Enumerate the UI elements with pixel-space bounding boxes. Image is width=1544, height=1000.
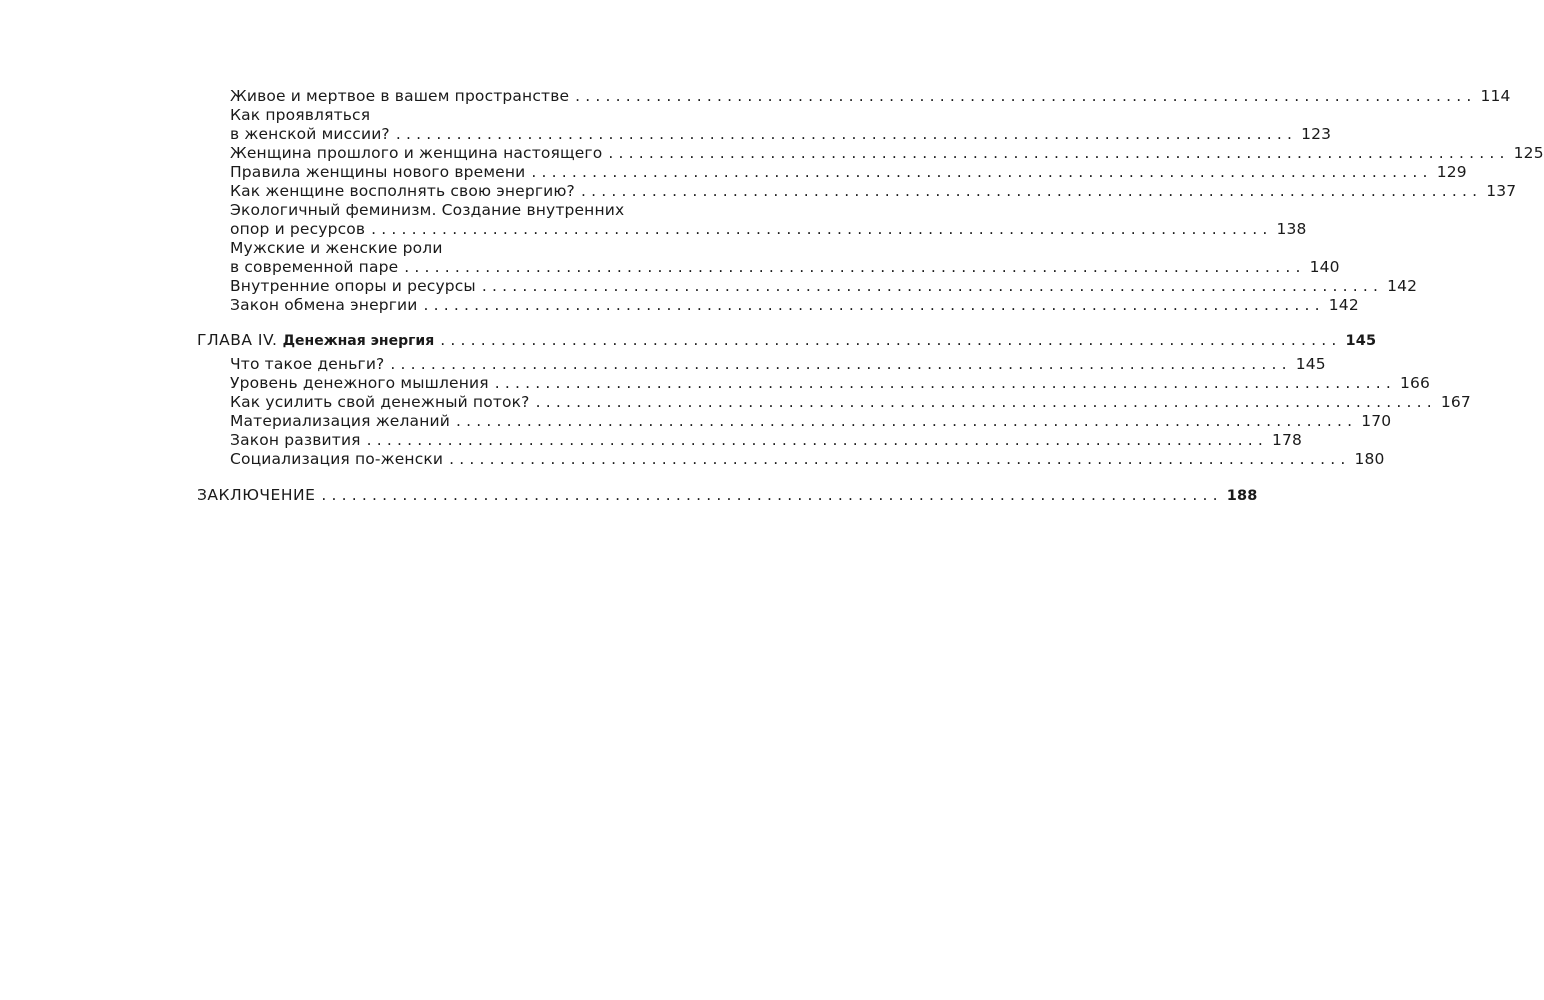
toc-entry-title: Правила женщины нового времени xyxy=(230,163,526,181)
leader-dots: ......................................................................................... xyxy=(395,125,1298,143)
leader-dots: ......................................................................................... xyxy=(390,355,1292,373)
toc-chapter-heading xyxy=(197,331,1377,351)
toc-entry-title: Что такое деньги? xyxy=(230,355,385,373)
toc-entry-title: Закон обмена энергии xyxy=(230,296,418,314)
toc-entry xyxy=(230,258,1340,277)
leader-dots: ......................................................................................... xyxy=(404,258,1306,276)
toc-entry-title: Живое и мертвое в вашем пространстве xyxy=(230,87,570,105)
toc-entry-title-line1: Экологичный феминизм. Создание внутренних xyxy=(230,201,625,219)
toc-entry-title: Социализация по-женски xyxy=(230,450,444,468)
toc-entry-page: 167 xyxy=(1440,393,1471,411)
toc-entry-page: 142 xyxy=(1387,277,1418,295)
toc-entry-title: Женщина прошлого и женщина настоящего xyxy=(230,144,603,162)
toc-entry xyxy=(230,296,1359,315)
toc-entry xyxy=(230,182,1517,201)
toc-entry-title: Внутренние опоры и ресурсы xyxy=(230,277,476,295)
toc-entry-page: 125 xyxy=(1513,144,1544,162)
toc-entry xyxy=(230,355,1326,374)
leader-dots: ......................................................................................... xyxy=(575,87,1477,105)
leader-dots: ......................................................................................... xyxy=(481,277,1384,295)
toc-entry xyxy=(230,431,1303,450)
chapter-page: 145 xyxy=(1345,333,1377,349)
chapter-subtitle: Денежная энергия xyxy=(282,333,435,349)
toc-entry xyxy=(230,393,1471,412)
leader-dots: ......................................................................................... xyxy=(531,163,1433,181)
toc-entry xyxy=(230,374,1431,393)
leader-dots: ......................................................................................... xyxy=(366,431,1268,449)
toc-entry-title: Закон развития xyxy=(230,431,361,449)
leader-dots: ......................................................................................... xyxy=(580,182,1483,200)
leader-dots: ......................................................................................... xyxy=(449,450,1351,468)
leader-dots: ......................................................................................... xyxy=(608,144,1510,162)
toc-entry xyxy=(230,125,1332,144)
chapter-label: ГЛАВА IV. xyxy=(197,331,278,349)
toc-entry xyxy=(230,144,1544,163)
leader-dots: ......................................................................................... xyxy=(371,220,1273,238)
toc-entry-page: 114 xyxy=(1480,87,1511,105)
leader-dots: ......................................................................................... xyxy=(455,412,1358,430)
leader-dots: ......................................................................................... xyxy=(535,393,1437,411)
toc-entry-page: 166 xyxy=(1400,374,1431,392)
toc-entry xyxy=(230,277,1418,296)
toc-entry xyxy=(230,450,1385,469)
toc-entry-page: 129 xyxy=(1436,163,1467,181)
toc-entry-title: в женской миссии? xyxy=(230,125,390,143)
toc-entry-page: 142 xyxy=(1328,296,1359,314)
toc-entry-page: 140 xyxy=(1309,258,1340,276)
toc-entry-page: 180 xyxy=(1354,450,1385,468)
toc-entry-title: опор и ресурсов xyxy=(230,220,366,238)
toc-entry-page: 145 xyxy=(1295,355,1326,373)
leader-dots: ......................................................................................... xyxy=(321,486,1223,504)
toc-entry-title: Как усилить свой денежный поток? xyxy=(230,393,530,411)
toc-entry xyxy=(230,220,1307,239)
toc-entry-title: Как женщине восполнять свою энергию? xyxy=(230,182,575,200)
leader-dots: ......................................................................................... xyxy=(494,374,1396,392)
toc-entry xyxy=(230,412,1392,431)
conclusion-page: 188 xyxy=(1226,488,1258,504)
toc-entry-title-line1: Как проявляться xyxy=(230,106,371,124)
leader-dots: ......................................................................................... xyxy=(423,296,1325,314)
toc-entry-title: в современной паре xyxy=(230,258,399,276)
toc-entry-page: 170 xyxy=(1361,412,1392,430)
toc-entry-title: Материализация желаний xyxy=(230,412,450,430)
toc-entry xyxy=(230,163,1467,182)
toc-entry xyxy=(230,87,1511,106)
toc-entry-page: 123 xyxy=(1301,125,1332,143)
leader-dots: ......................................................................................... xyxy=(440,331,1342,349)
toc-entry-title-line1: Мужские и женские роли xyxy=(230,239,443,257)
toc-entry-page: 137 xyxy=(1486,182,1517,200)
conclusion-label: ЗАКЛЮЧЕНИЕ xyxy=(197,486,316,504)
toc-entry-page: 138 xyxy=(1276,220,1307,238)
toc-entry-page: 178 xyxy=(1271,431,1303,449)
toc-entry-title: Уровень денежного мышления xyxy=(230,374,489,392)
toc-conclusion xyxy=(197,486,1258,506)
